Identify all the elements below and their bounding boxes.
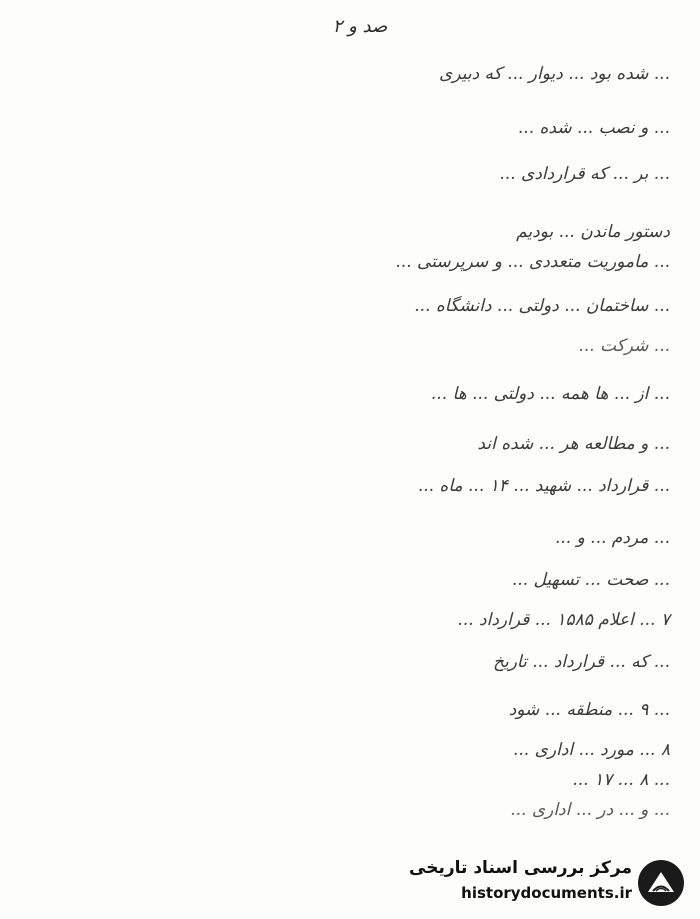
handwritten-line: ... از ... ها همه ... دولتی ... ها ... xyxy=(430,384,670,404)
handwritten-line: ... شرکت ... xyxy=(578,336,670,356)
handwritten-line: ... بر ... که قراردادی ... xyxy=(499,164,670,184)
handwritten-line: ... که ... قرارداد ... تاریخ xyxy=(493,652,670,672)
handwritten-line: ... و نصب ... شده ... xyxy=(517,118,670,138)
watermark-site: historydocuments.ir xyxy=(461,884,632,902)
page-number: صد و ۲ xyxy=(332,16,388,37)
book-emblem-icon xyxy=(636,858,686,908)
archive-watermark xyxy=(405,856,690,912)
handwritten-line: ... قرارداد ... شهید ... ۱۴ ... ماه ... xyxy=(417,476,670,496)
handwritten-line: ... و مطالعه هر ... شده اند xyxy=(477,434,670,454)
handwritten-line: ... و ... در ... اداری ... xyxy=(510,800,670,820)
handwritten-line: ... ۸ ... ۱۷ ... xyxy=(572,770,670,790)
handwritten-line: ... ۹ ... منطقه ... شود xyxy=(508,700,670,720)
handwritten-line: ۷ ... اعلام ۱۵۸۵ ... قرارداد ... xyxy=(457,610,670,630)
handwritten-line: دستور ماندن ... بودیم xyxy=(516,222,670,242)
handwritten-line: ... صحت ... تسهیل ... xyxy=(511,570,670,590)
handwritten-line: ... ماموریت متعددی ... و سرپرستی ... xyxy=(395,252,670,272)
handwritten-line: ... مردم ... و ... xyxy=(554,528,670,548)
handwritten-line: ... شده بود ... دیوار ... که دبیری xyxy=(439,64,670,84)
handwritten-line: ۸ ... مورد ... اداری ... xyxy=(513,740,670,760)
watermark-title: مرکز بررسی اسناد تاریخی xyxy=(409,858,632,878)
handwritten-line: ... ساختمان ... دولتی ... دانشگاه ... xyxy=(414,296,670,316)
